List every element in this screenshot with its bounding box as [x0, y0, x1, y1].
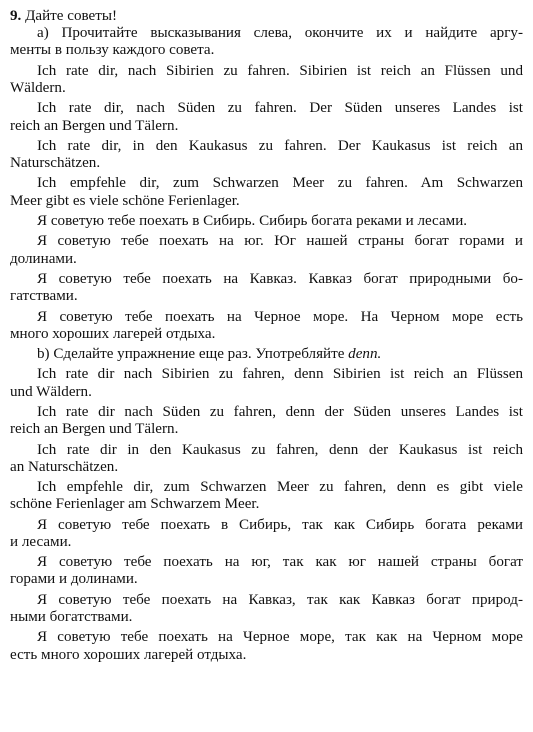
part-b-instruction	[10, 346, 523, 363]
text-line: reich an Bergen und Tälern.	[10, 421, 179, 438]
text-line: горами и долинами.	[10, 571, 138, 588]
text-line: schöne Ferienlager am Schwarzem Meer.	[10, 496, 260, 513]
instruction-keyword: denn.	[348, 346, 382, 363]
paragraph	[10, 629, 523, 663]
text-line: Я советую тебе поехать в Сибирь, так как Сибирь богата реками	[37, 516, 523, 533]
paragraph	[10, 63, 523, 97]
text-line: Ich empfehle dir, zum Schwarzen Meer zu fahren, denn es gibt viele	[37, 479, 523, 496]
paragraph	[10, 271, 523, 305]
text-line: Я советую тебе поехать на юг, так как юг нашей страны богат	[37, 554, 523, 571]
part-a-paragraphs	[10, 63, 523, 343]
text-line: Я советую тебе поехать на Кавказ. Кавказ богат природными бо-	[37, 270, 523, 287]
paragraph	[10, 517, 523, 551]
text-line: Ich rate dir, in den Kaukasus zu fahren. Der Kaukasus ist reich an	[37, 137, 523, 154]
paragraph	[10, 309, 523, 343]
paragraph	[10, 175, 523, 209]
paragraph	[10, 213, 523, 230]
paragraph	[10, 592, 523, 626]
paragraph	[10, 138, 523, 172]
paragraph	[10, 554, 523, 588]
text-line: reich an Bergen und Tälern.	[10, 117, 179, 134]
paragraph	[10, 233, 523, 267]
text-line: Я советую тебе поехать на юг. Юг нашей страны богат горами и	[37, 233, 523, 250]
paragraph	[10, 100, 523, 134]
text-line: ными богатствами.	[10, 609, 133, 625]
text-line: Я советую тебе поехать в Сибирь. Сибирь богата реками и лесами.	[37, 213, 468, 229]
exercise-number: 9.	[10, 8, 22, 24]
text-line: гатствами.	[10, 288, 78, 305]
text-line: Ich rate dir, nach Süden zu fahren. Der Süden unseres Landes ist	[37, 100, 523, 117]
text-line: Я советую тебе поехать на Кавказ, так как Кавказ богат природ-	[37, 591, 523, 608]
text-line: und Wäldern.	[10, 383, 92, 400]
instruction-line: менты в пользу каждого совета.	[10, 42, 215, 59]
part-a-instruction	[10, 25, 523, 59]
part-b-paragraphs	[10, 366, 523, 663]
textbook-page	[10, 8, 523, 664]
text-line: есть много хороших лагерей отдыха.	[10, 646, 247, 663]
text-line: Ich rate dir in den Kaukasus zu fahren, denn der Kaukasus ist reich	[37, 441, 523, 458]
text-line: Naturschätzen.	[10, 155, 101, 172]
text-line: долинами.	[10, 250, 77, 267]
paragraph	[10, 366, 523, 400]
text-line: Ich rate dir nach Süden zu fahren, denn der Süden unseres Landes ist	[37, 404, 523, 420]
exercise-heading	[10, 8, 523, 25]
text-line: Я советую тебе поехать на Черное море. На Черном море есть	[37, 308, 523, 325]
paragraph	[10, 442, 523, 476]
text-line: и лесами.	[10, 533, 72, 550]
exercise-title: Дайте советы!	[25, 8, 117, 24]
paragraph	[10, 404, 523, 438]
text-line: an Naturschätzen.	[10, 458, 119, 475]
text-line: Ich rate dir nach Sibirien zu fahren, denn Sibirien ist reich an Flüssen	[37, 366, 523, 383]
text-line: Wäldern.	[10, 79, 66, 96]
text-line: много хороших лагерей отдыха.	[10, 325, 216, 342]
instruction-text: b) Сделайте упражнение еще раз. Употребляйте	[37, 346, 349, 363]
text-line: Meer gibt es viele schöne Ferienlager.	[10, 192, 240, 209]
paragraph	[10, 479, 523, 513]
instruction-line: а) Прочитайте высказывания слева, окончите их и найдите аргу-	[37, 25, 523, 42]
text-line: Ich rate dir, nach Sibirien zu fahren. Sibirien ist reich an Flüssen und	[37, 62, 523, 79]
text-line: Я советую тебе поехать на Черное море, так как на Черном море	[37, 629, 523, 646]
text-line: Ich empfehle dir, zum Schwarzen Meer zu fahren. Am Schwarzen	[37, 175, 523, 192]
